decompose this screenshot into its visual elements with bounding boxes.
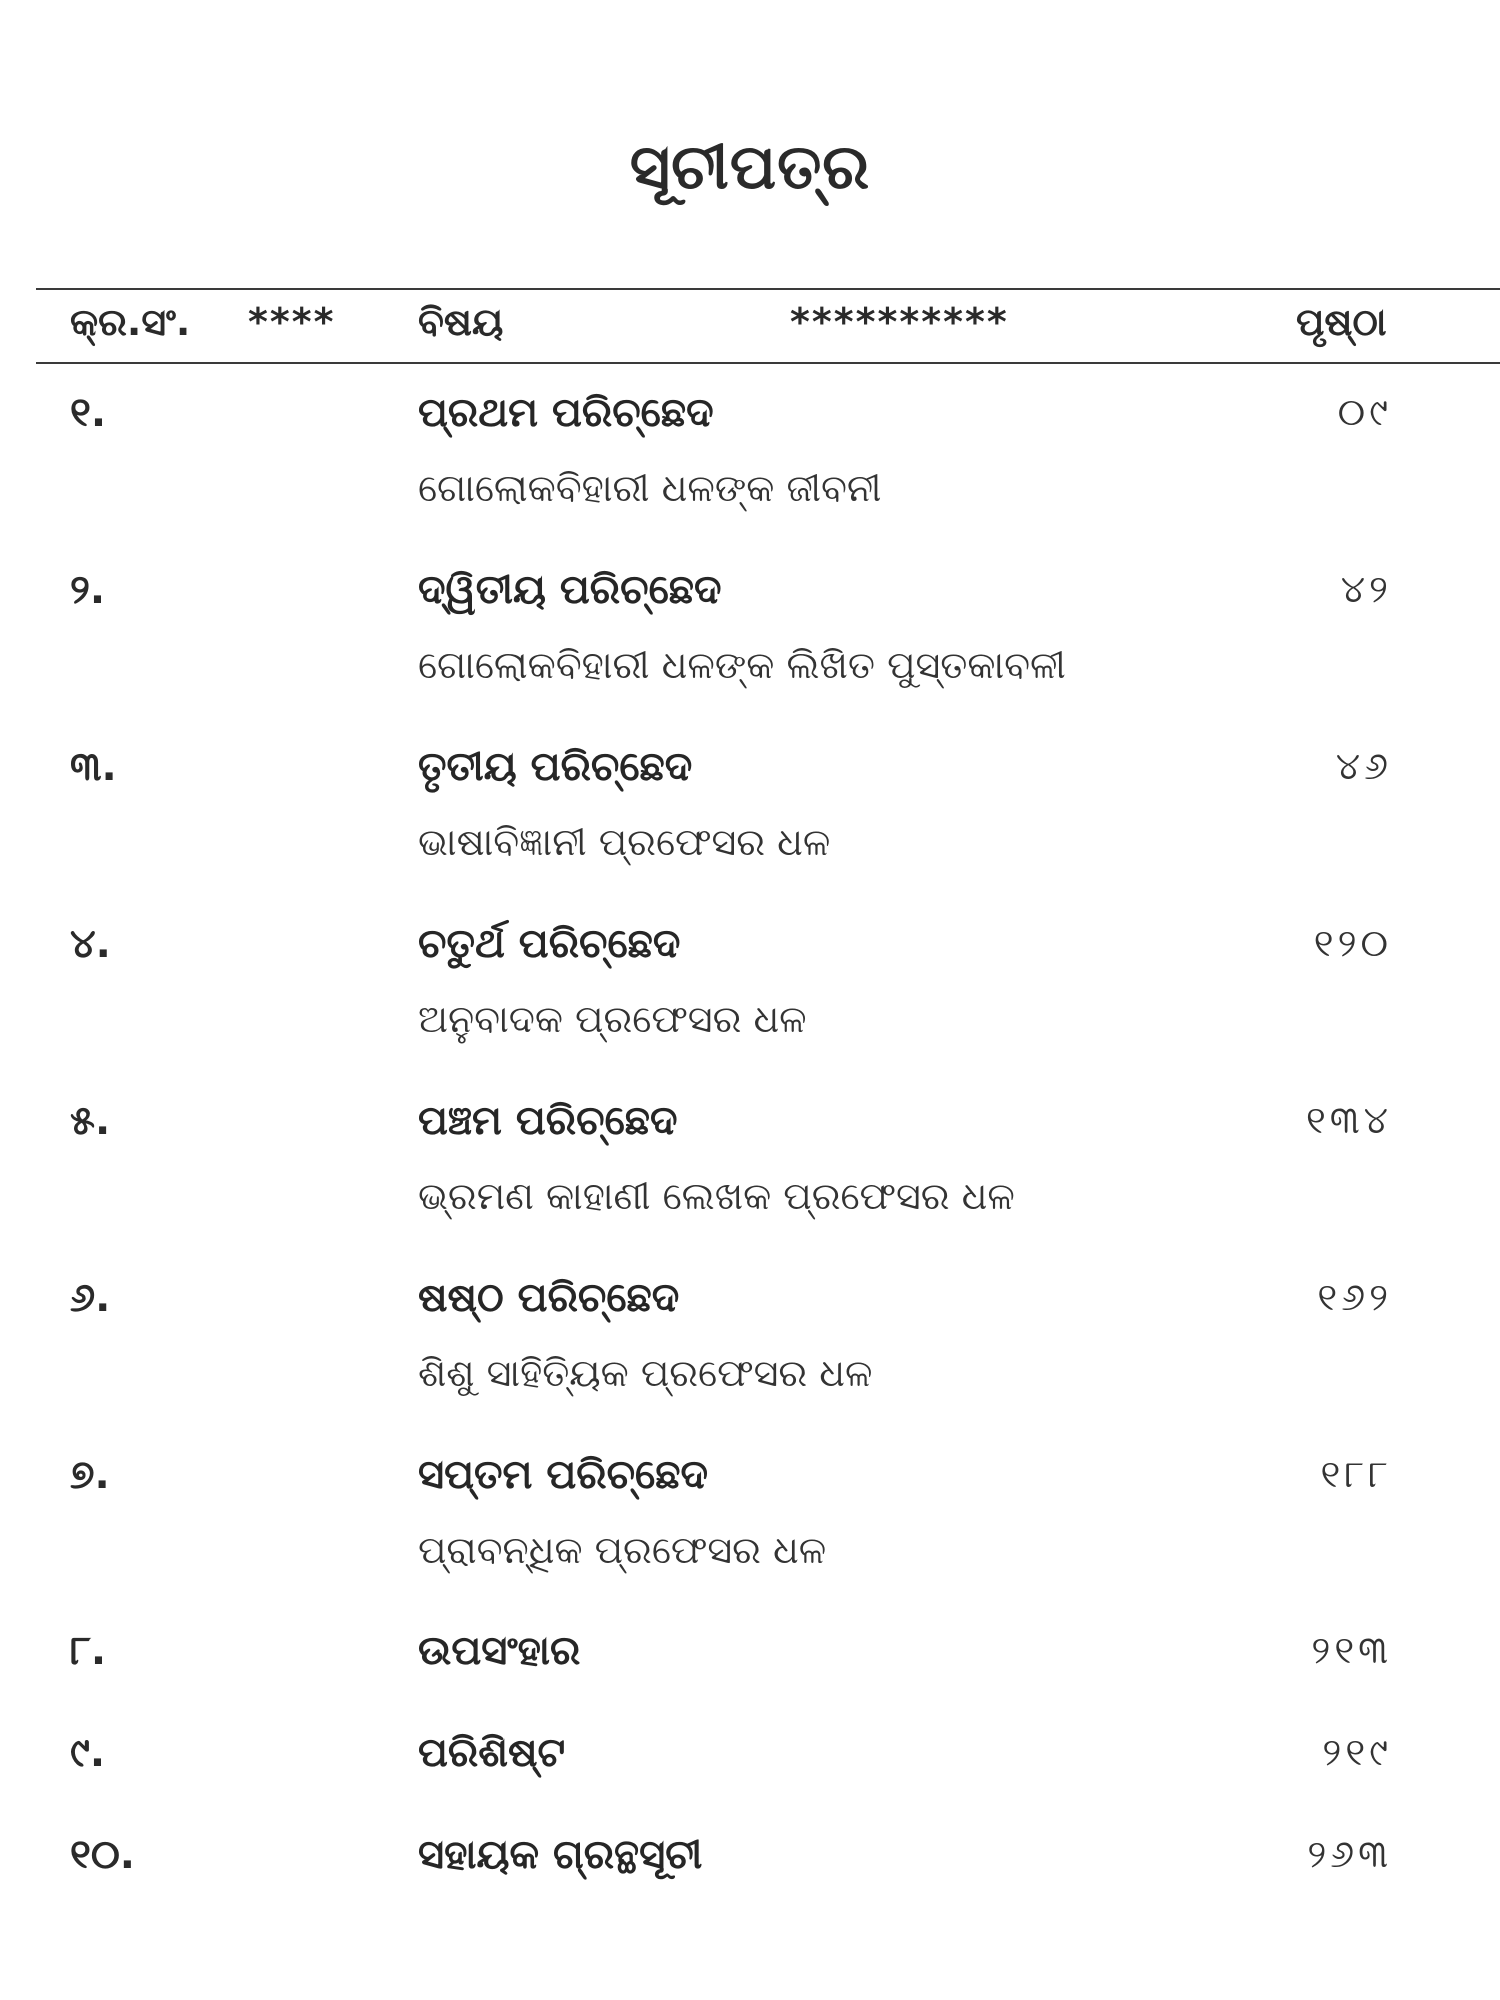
header-page-label: ପୃଷ୍ଠା [1296, 300, 1387, 344]
entry-number: ୩. [70, 744, 117, 790]
entry-subtitle: ଗୋଲୋକବିହାରୀ ଧଳଙ୍କ ଲିଖିତ ପୁସ୍ତକାବଳୀ [418, 643, 1066, 687]
entry-page-number: ୧୩୪ [1305, 1098, 1392, 1142]
entry-page-number: ୧୨୦ [1313, 921, 1392, 965]
header-serial-label: କ୍ର.ସଂ. [70, 300, 191, 344]
entry-number: ୬. [70, 1275, 111, 1321]
entry-page-number: ୧୬୨ [1317, 1275, 1392, 1319]
header-top-rule [36, 288, 1500, 290]
entry-subtitle: ପ୍ରାବନ୍ଧିକ ପ୍ରଫେସର ଧଳ [418, 1528, 827, 1572]
entry-subtitle: ଭ୍ରମଣ କାହାଣୀ ଲେଖକ ପ୍ରଫେସର ଧଳ [418, 1174, 1015, 1218]
entry-subtitle: ଗୋଲୋକବିହାରୀ ଧଳଙ୍କ ଜୀବନୀ [418, 466, 882, 510]
entry-number: ୨. [70, 567, 106, 613]
entry-subtitle: ଅନୁବାଦକ ପ୍ରଫେସର ଧଳ [418, 997, 807, 1041]
header-bottom-rule [36, 362, 1500, 364]
entry-chapter: ତୃତୀୟ ପରିଚ୍ଛେଦ [418, 744, 693, 790]
header-stars-right: ********** [790, 300, 1009, 344]
entry-chapter: ସହାୟକ ଗ୍ରନ୍ଥସୂଚୀ [418, 1832, 703, 1878]
entry-chapter: ଉପସଂହାର [418, 1628, 581, 1674]
entry-page-number: ୦୯ [1337, 390, 1392, 434]
entry-number: ୫. [70, 1098, 111, 1144]
entry-chapter: ଦ୍ୱିତୀୟ ପରିଚ୍ଛେଦ [418, 567, 722, 613]
entry-subtitle: ଭାଷାବିଜ୍ଞାନୀ ପ୍ରଫେସର ଧଳ [418, 820, 831, 864]
entry-page-number: ୪୬ [1335, 744, 1392, 788]
entry-page-number: ୨୬୩ [1307, 1832, 1392, 1876]
entry-subtitle: ଶିଶୁ ସାହିତ୍ୟିକ ପ୍ରଫେସର ଧଳ [418, 1351, 873, 1395]
entry-page-number: ୧୮୮ [1320, 1452, 1392, 1496]
entry-chapter: ସପ୍ତମ ପରିଚ୍ଛେଦ [418, 1452, 708, 1498]
entry-number: ୪. [70, 921, 111, 967]
entry-chapter: ଷଷ୍ଠ ପରିଚ୍ଛେଦ [418, 1275, 680, 1321]
entry-number: ୧୦. [70, 1832, 135, 1878]
entry-page-number: ୪୨ [1340, 567, 1392, 611]
entry-chapter: ପ୍ରଥମ ପରିଚ୍ଛେଦ [418, 390, 714, 436]
entry-page-number: ୨୧୯ [1322, 1730, 1392, 1774]
entry-number: ୯. [70, 1730, 106, 1776]
entry-number: ୮. [70, 1628, 107, 1674]
entry-number: ୧. [70, 390, 107, 436]
entry-chapter: ପଞ୍ଚମ ପରିଚ୍ଛେଦ [418, 1098, 678, 1144]
entry-number: ୭. [70, 1452, 110, 1498]
entry-chapter: ଚତୁର୍ଥ ପରିଚ୍ଛେଦ [418, 921, 681, 967]
entry-chapter: ପରିଶିଷ୍ଟ [418, 1730, 566, 1776]
header-stars-left: **** [248, 300, 336, 344]
entry-page-number: ୨୧୩ [1311, 1628, 1392, 1672]
page-title: ସୂଚୀପତ୍ର [629, 130, 871, 203]
header-subject-label: ବିଷୟ [418, 300, 504, 344]
